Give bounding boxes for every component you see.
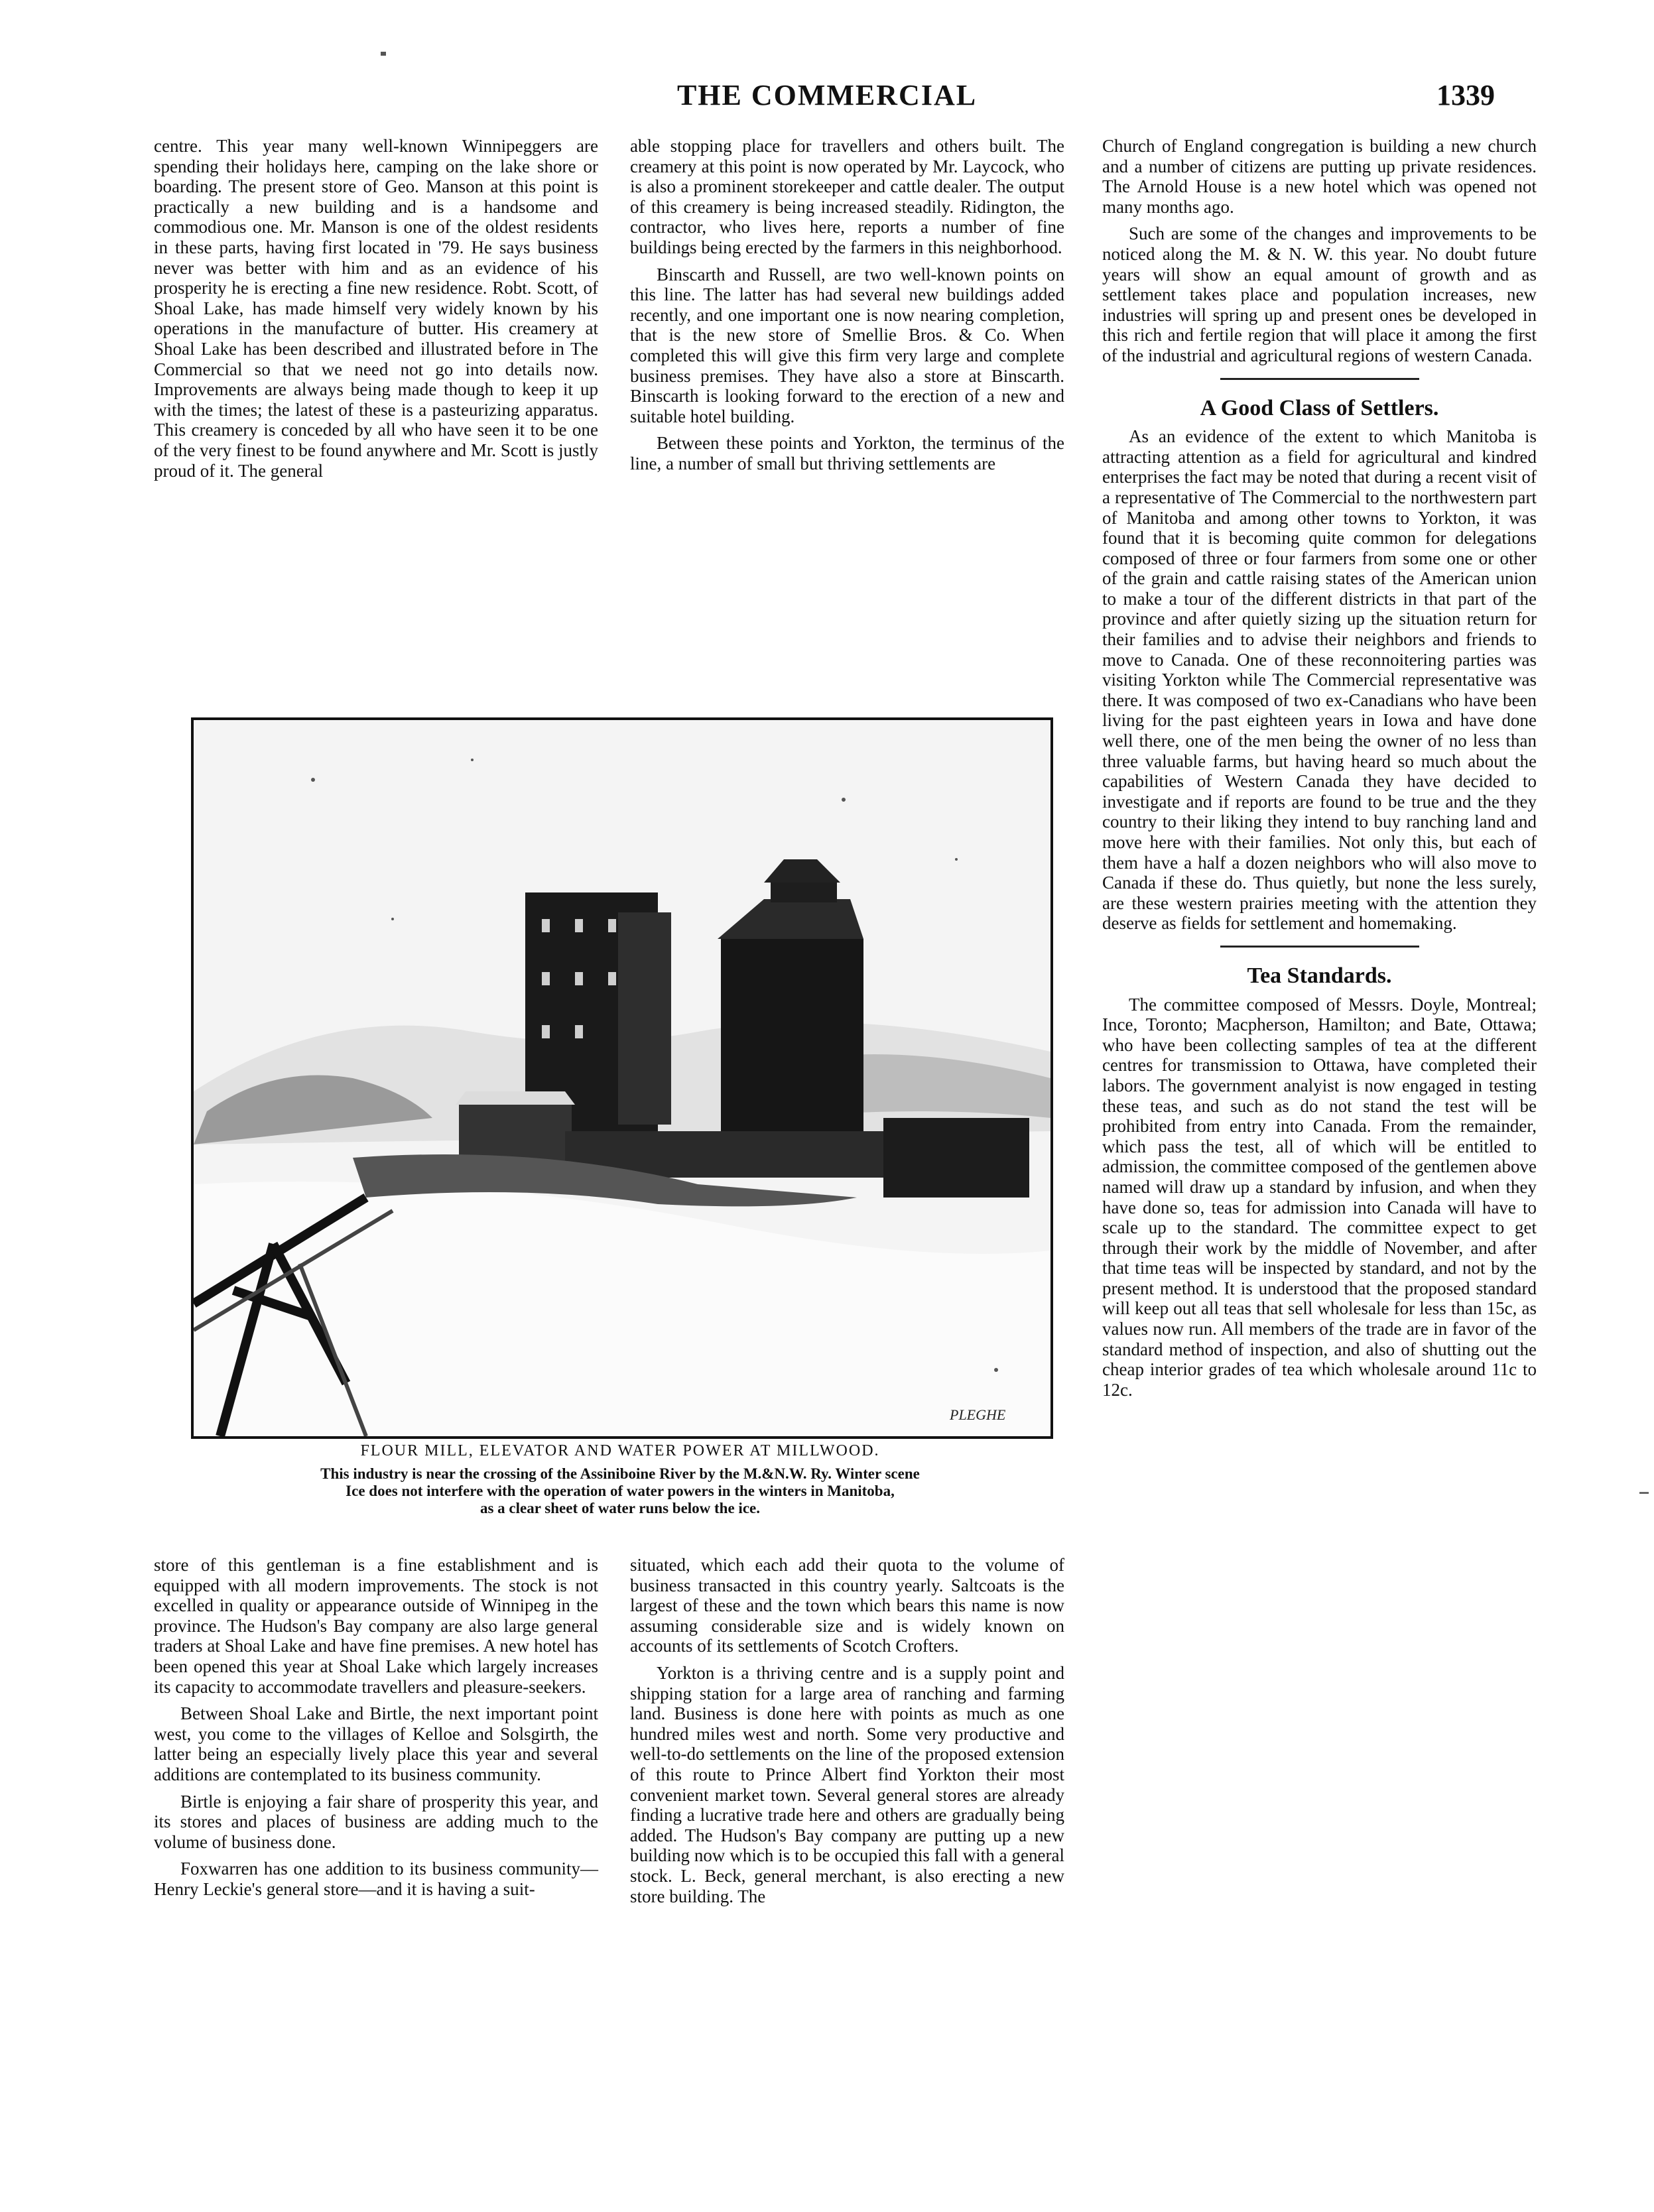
paragraph: situated, which each add their quota to the volume of business transacted in this country yearly. Saltcoats is the largest of these and the town which bears this name is now assuming considerable size and is widely known on accounts of its settlements of Scotch Crofters. xyxy=(630,1555,1064,1656)
paragraph: Foxwarren has one addition to its business community—Henry Leckie's general store—and it is having a suit- xyxy=(154,1859,598,1899)
page-number: 1339 xyxy=(1436,79,1495,111)
column-1 xyxy=(154,136,598,487)
caption-line: as a clear sheet of water runs below the ice. xyxy=(479,1500,760,1516)
paragraph: Binscarth and Russell, are two well-known points on this line. The latter has had several new buildings added recently, and one important one is now nearing completion, that is the new store of Smellie Bros. & Co. When completed this will give this firm very large and complete business premises. They have also a store at Binscarth. Binscarth is looking forward to the erection of a new and suitable hotel building. xyxy=(630,264,1064,426)
column-2 xyxy=(630,136,1064,481)
paragraph: store of this gentleman is a fine establishment and is equipped with all modern improvements. The stock is not excelled in quality or appearance outside of Winnipeg in the province. The Hudson's Bay company are also large general traders at Shoal Lake and have fine premises. A new hotel has been opened this year at Shoal Lake which largely increases its capacity to accommodate travellers and pleasure-seekers. xyxy=(154,1555,598,1697)
flour-mill-photograph xyxy=(191,717,1053,1439)
paragraph: centre. This year many well-known Winnipeggers are spending their holidays here, camping on the lake shore or boarding. The present store of Geo. Manson at this point is practically a new building and is a handsome and commodious one. Mr. Manson is one of the oldest residents in these parts, having first located in '79. He says business never was better with him and as an evidence of his prosperity he is erecting a fine new residence. Robt. Scott, of Shoal Lake, has made himself very widely known by his operations in the manufacture of butter. His creamery at Shoal Lake has been described and illustrated before in The Commercial so that we need not go into details now. Improvements are always being made though to keep it up with the times; the latest of these is a pasteurizing apparatus. This creamery is conceded by all who have seen it to be one of the very finest to be found anywhere and Mr. Scott is justly proud of it. The general xyxy=(154,136,598,481)
caption-line: Ice does not interfere with the operation of water powers in the winters in Manitoba, xyxy=(346,1483,895,1499)
section-divider xyxy=(1220,946,1419,948)
paragraph: Birtle is enjoying a fair share of prosperity this year, and its stores and places of business are adding much to the volume of business done. xyxy=(154,1791,598,1852)
column-4 xyxy=(154,1555,598,1906)
column-5 xyxy=(630,1555,1064,1913)
photo-engraver-signature: PLEGHE xyxy=(950,1406,1006,1423)
section-divider xyxy=(1220,378,1419,380)
margin-mark xyxy=(1639,1492,1649,1494)
paragraph: Yorkton is a thriving centre and is a supply point and shipping station for a large area of ranching and farming land. Business is done here with points as much as one hundred miles west and north. Some very productive and well-to-do settlements on the line of the proposed extension of this route to Prince Albert find Yorkton their most convenient market town. Several general stores are already finding a lucrative trade here and others are gradually being added. The Hudson's Bay company are putting up a new building now which is to be occupied this fall with a general stock. L. Beck, general merchant, is also erecting a new store building. The xyxy=(630,1662,1064,1906)
paragraph: Church of England congregation is building a new church and a number of citizens are putting up private residences. The Arnold House is a new hotel which was opened not many months ago. xyxy=(1102,136,1537,217)
caption-title: FLOUR MILL, ELEVATOR AND WATER POWER AT MILLWOOD. xyxy=(360,1442,880,1459)
section-heading-settlers: A Good Class of Settlers. xyxy=(1200,395,1439,420)
column-3 xyxy=(1102,136,1537,1406)
paragraph: Such are some of the changes and improvements to be noticed along the M. & N. W. this year. No doubt future years will show an equal amount of growth and as settlement takes place and population increases, new industries will spring up and present ones be developed in this rich and fertile region that will place it among the first of the industrial and agricultural regions of western Canada. xyxy=(1102,223,1537,365)
paragraph: The committee composed of Messrs. Doyle, Montreal; Ince, Toronto; Macpherson, Hamilton; and Bate, Ottawa; who have been collecting samples of tea at the different centres for transmission to Ottawa, have completed their labors. The government analyist is now engaged in testing these teas, and such as do not stand the test will be prohibited from entry into Canada. From the remainder, which pass the test, all of which will be entitled to admission, the committee composed of the gentlemen above named will draw up a standard by infusion, and when they have done so, teas for admission into Canada will have to scale up to the standard. The committee expect to get through their work by the middle of November, and after that time teas will be inspected by standard, and not by the present method. It is understood that the proposed standard will keep out all teas that sell wholesale for less than 15c, as values now run. All members of the trade are in favor of the standard method of inspection, and also of shutting out the cheap interior grades of tea which wholesale around 11c to 12c. xyxy=(1102,994,1537,1400)
figure-caption xyxy=(159,1442,1081,1517)
running-header xyxy=(159,78,1495,118)
pencil-mark xyxy=(381,52,386,56)
paragraph: As an evidence of the extent to which Manitoba is attracting attention as a field for agricultural and kindred enterprises the fact may be noted that during a recent visit of a representative of The Commercial to the northwestern part of Manitoba and among other towns to Yorkton, it was found that it is becoming quite common for delegations composed of three or four farmers from some one or other of the grain and cattle raising states of the American union to make a tour of the different districts in that part of the province and after quietly sizing up the situation return for their families and to advise their neighbors and friends to move to Canada. One of these reconnoitering parties was visiting Yorkton while The Commercial representative was there. It was composed of two ex-Canadians who have been living for the past eighteen years in Iowa and have done well there, one of the men being the owner of no less than three valuable farms, but having heard so much about the capabilities of Western Canada they have decided to investigate and if reports are found to be true and the they country to their liking they intend to buy ranching land and move here with their families. Not only this, but each of them have a half a dozen neighbors who will also move to Canada if these do. Thus quietly, but none the less surely, are these western prairies meeting with the attention they deserve as fields for settlement and homemaking. xyxy=(1102,426,1537,934)
publication-title: THE COMMERCIAL xyxy=(676,79,978,111)
section-heading-tea: Tea Standards. xyxy=(1247,963,1392,988)
paragraph: Between Shoal Lake and Birtle, the next important point west, you come to the villages of Kelloe and Solsgirth, the latter being an especially lively place this year and several additions are contemplated to its business community. xyxy=(154,1703,598,1784)
paragraph: able stopping place for travellers and others built. The creamery at this point is now operated by Mr. Laycock, who is also a prominent storekeeper and cattle dealer. The output of this creamery is being increased steadily. Ridington, the contractor, who lives here, reports a number of fine buildings being erected by the farmers in this neighborhood. xyxy=(630,136,1064,257)
caption-line: This industry is near the crossing of the Assiniboine River by the M.&N.W. Ry. Winter scene xyxy=(320,1465,920,1482)
paragraph: Between these points and Yorkton, the terminus of the line, a number of small but thriving settlements are xyxy=(630,433,1064,473)
